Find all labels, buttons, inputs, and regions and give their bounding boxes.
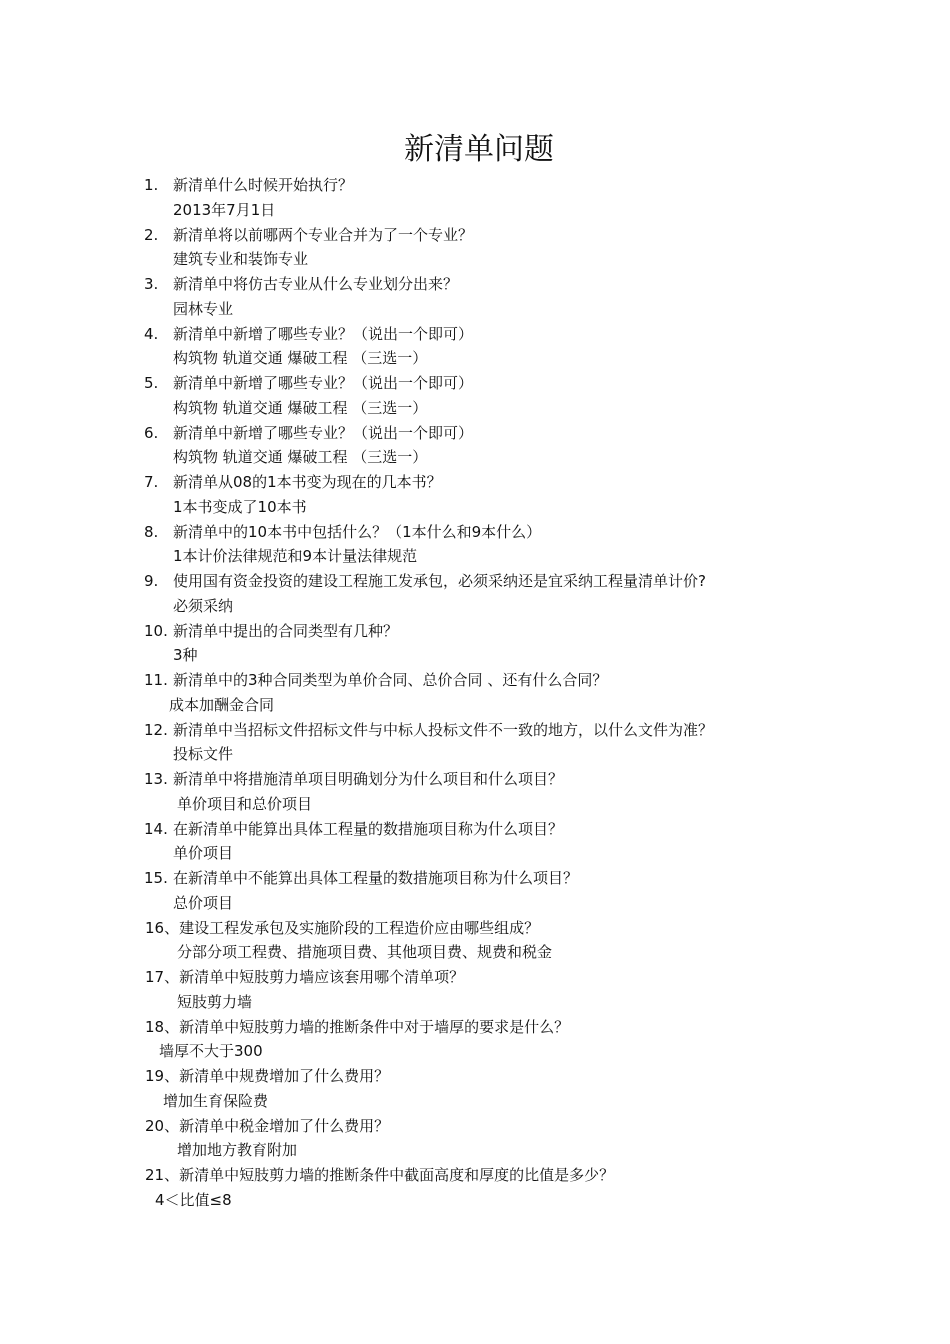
question-number: 19、	[145, 1067, 180, 1085]
answer-text: 单价项目和总价项目	[177, 794, 313, 813]
answer-text: 2013年7月1日	[173, 200, 276, 219]
question-text: 新清单中税金增加了什么费用？	[179, 1116, 390, 1135]
answer-line	[0, 693, 950, 718]
answer-line	[0, 643, 950, 668]
answer-text: 短肢剪力墙	[177, 992, 253, 1011]
answer-line	[0, 396, 950, 421]
answer-text: 1本计价法律规范和9本计量法律规范	[173, 547, 418, 566]
question-number: 10.	[144, 621, 168, 640]
answer-line	[0, 594, 950, 619]
question-number: 17、	[145, 968, 180, 986]
question-number: 7.	[144, 473, 159, 491]
question-line	[0, 866, 950, 891]
question-line	[0, 173, 950, 198]
question-text: 新清单中规费增加了什么费用？	[179, 1067, 390, 1085]
question-number: 14.	[144, 819, 168, 838]
answer-text: 必须采纳	[173, 596, 234, 615]
answer-line	[0, 297, 950, 322]
question-number: 20、	[145, 1116, 180, 1135]
question-line	[0, 767, 950, 792]
question-number: 18、	[145, 1017, 180, 1036]
question-number: 8.	[144, 522, 159, 541]
answer-text: 构筑物 轨道交通 爆破工程 （三选一）	[173, 398, 428, 417]
question-number: 15.	[144, 869, 168, 887]
answer-line	[0, 445, 950, 470]
question-number: 11.	[144, 671, 168, 689]
question-line	[0, 916, 950, 941]
question-text: 新清单中当招标文件招标文件与中标人投标文件不一致的地方，以什么文件为准？	[173, 720, 714, 739]
question-line	[0, 272, 950, 297]
answer-line	[0, 495, 950, 520]
question-line	[0, 817, 950, 842]
question-line	[0, 223, 950, 248]
question-number: 9.	[144, 572, 159, 590]
question-text: 新清单中短肢剪力墙的推断条件中截面高度和厚度的比值是多少？	[179, 1166, 615, 1184]
answer-text: 墙厚不大于300	[159, 1042, 263, 1061]
answer-text: 增加生育保险费	[163, 1091, 269, 1110]
answer-line	[0, 1089, 950, 1114]
question-text: 新清单中短肢剪力墙应该套用哪个清单项？	[179, 968, 465, 986]
answer-line	[0, 1039, 950, 1064]
question-line	[0, 965, 950, 990]
answer-text: 3种	[173, 646, 198, 665]
answer-line	[0, 891, 950, 916]
qa-list	[0, 173, 950, 1213]
question-number: 12.	[144, 720, 168, 739]
question-line	[0, 1015, 950, 1040]
answer-text: 投标文件	[173, 745, 234, 764]
question-number: 4.	[144, 324, 159, 343]
question-number: 1.	[144, 176, 159, 194]
page-title: 新清单问题	[404, 132, 554, 167]
question-line	[0, 371, 950, 396]
question-text: 新清单什么时候开始执行？	[173, 176, 354, 194]
question-number: 5.	[144, 374, 159, 392]
answer-text: 成本加酬金合同	[169, 695, 275, 714]
question-line	[0, 322, 950, 347]
question-line	[0, 421, 950, 446]
question-text: 在新清单中不能算出具体工程量的数措施项目称为什么项目？	[173, 869, 579, 887]
answer-line	[0, 247, 950, 272]
answer-text: 建筑专业和装饰专业	[173, 250, 309, 269]
answer-text: 增加地方教育附加	[177, 1141, 298, 1160]
answer-line	[0, 346, 950, 371]
answer-line	[0, 742, 950, 767]
question-text: 新清单将以前哪两个专业合并为了一个专业？	[173, 225, 474, 244]
answer-line	[0, 1188, 950, 1213]
answer-text: 总价项目	[173, 893, 234, 912]
question-text: 新清单中将仿古专业从什么专业划分出来？	[173, 275, 459, 293]
question-number: 21、	[145, 1166, 180, 1184]
answer-text: 构筑物 轨道交通 爆破工程 （三选一）	[173, 349, 428, 368]
answer-text: 单价项目	[173, 844, 234, 863]
question-text: 使用国有资金投资的建设工程施工发承包，必须采纳还是宜采纳工程量清单计价?	[173, 572, 706, 590]
question-text: 新清单中新增了哪些专业？（说出一个即可）	[173, 324, 474, 343]
question-text: 新清单中的3种合同类型为单价合同、总价合同 、还有什么合同？	[173, 671, 608, 689]
question-line	[0, 520, 950, 545]
question-line	[0, 470, 950, 495]
question-number: 2.	[144, 225, 159, 244]
question-line	[0, 1064, 950, 1089]
question-number: 3.	[144, 275, 159, 293]
answer-text: 1本书变成了10本书	[173, 497, 307, 516]
question-text: 新清单中的10本书中包括什么？（1本什么和9本什么）	[173, 522, 542, 541]
question-number: 13.	[144, 770, 168, 788]
question-text: 新清单中新增了哪些专业？（说出一个即可）	[173, 423, 474, 442]
answer-text: 4＜比值≤8	[155, 1190, 232, 1209]
question-line	[0, 619, 950, 644]
answer-line	[0, 990, 950, 1015]
question-line	[0, 718, 950, 743]
question-text: 新清单中新增了哪些专业？（说出一个即可）	[173, 374, 474, 392]
answer-text: 分部分项工程费、措施项目费、其他项目费、规费和税金	[177, 943, 553, 962]
question-line	[0, 668, 950, 693]
question-text: 建设工程发承包及实施阶段的工程造价应由哪些组成？	[179, 918, 540, 937]
answer-text: 园林专业	[173, 299, 234, 318]
answer-line	[0, 544, 950, 569]
question-text: 在新清单中能算出具体工程量的数措施项目称为什么项目？	[173, 819, 564, 838]
answer-line	[0, 792, 950, 817]
question-text: 新清单中提出的合同类型有几种？	[173, 621, 399, 640]
answer-line	[0, 841, 950, 866]
question-text: 新清单从08的1本书变为现在的几本书？	[173, 473, 442, 491]
question-text: 新清单中短肢剪力墙的推断条件中对于墙厚的要求是什么？	[179, 1017, 570, 1036]
question-number: 6.	[144, 423, 159, 442]
question-text: 新清单中将措施清单项目明确划分为什么项目和什么项目？	[173, 770, 564, 788]
answer-line	[0, 198, 950, 223]
question-line	[0, 1114, 950, 1139]
answer-text: 构筑物 轨道交通 爆破工程 （三选一）	[173, 448, 428, 467]
answer-line	[0, 1138, 950, 1163]
question-number: 16、	[145, 918, 180, 937]
question-line	[0, 569, 950, 594]
question-line	[0, 1163, 950, 1188]
answer-line	[0, 940, 950, 965]
